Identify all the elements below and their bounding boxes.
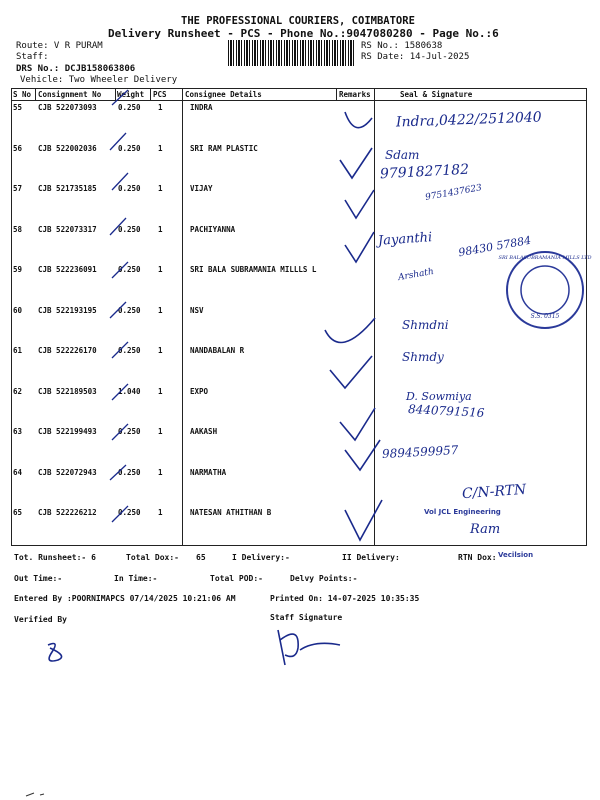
staff-signature-label: Staff Signature xyxy=(270,613,343,622)
company-title: THE PROFESSIONAL COURIERS, COIMBATORE xyxy=(181,15,415,27)
row-consignment-no: CJB 522236091 xyxy=(38,265,97,274)
table-row xyxy=(11,343,587,384)
table-top-border xyxy=(11,88,587,89)
row-weight: 1.040 xyxy=(118,386,141,396)
row-consignment-no: CJB 521735185 xyxy=(38,184,97,193)
row-sno: 65 xyxy=(13,508,23,517)
row-sno: 60 xyxy=(13,305,23,315)
runsheet-subtitle: Delivery Runsheet - PCS - Phone No.:9047080280 - Page No.:6 xyxy=(108,27,499,40)
col-divider xyxy=(336,88,337,100)
row-pcs: 1 xyxy=(158,508,163,517)
tot-runsheet: Tot. Runsheet:- 6 xyxy=(14,553,96,562)
total-dox-label: Total Dox:- xyxy=(126,553,179,562)
row-consignee: SRI RAM PLASTIC xyxy=(190,143,258,153)
row-weight: 0.250 xyxy=(118,265,141,274)
col-divider xyxy=(35,88,36,100)
row-consignment-no: CJB 522199493 xyxy=(38,427,97,436)
table-row xyxy=(11,384,587,425)
hw-row-62-name: D. Sowmiya xyxy=(406,390,472,403)
row-sno: 56 xyxy=(13,143,23,153)
row-sno: 63 xyxy=(13,427,23,436)
rtn-dox: RTN Dox: xyxy=(458,553,497,562)
hw-row-63: 9894599957 xyxy=(381,443,459,461)
hw-row-65-sign: Ram xyxy=(470,522,501,537)
row-pcs: 1 xyxy=(158,184,163,193)
hw-row-55: Indra,0422/2512040 xyxy=(395,109,542,131)
row-consignee: NATESAN ATHITHAN B xyxy=(190,508,272,517)
row-pcs: 1 xyxy=(158,143,163,153)
row-consignment-no: CJB 522073093 xyxy=(38,103,97,112)
row-sno: 55 xyxy=(13,103,23,112)
row-weight: 0.250 xyxy=(118,305,141,315)
col-divider xyxy=(150,88,151,100)
verified-by: Verified By xyxy=(14,615,67,624)
th-consignment: Consignment No xyxy=(38,90,102,99)
hw-row-65-stamp: Vol JCL Engineering xyxy=(424,508,501,516)
entered-by: Entered By :POORNIMAPCS 07/14/2025 10:21:06 AM xyxy=(14,594,236,603)
row-weight: 0.250 xyxy=(118,467,141,477)
th-pcs: PCS xyxy=(153,90,167,99)
in-time: In Time:- xyxy=(114,574,158,583)
stray-mark xyxy=(26,793,44,796)
stamp-text: SRI BALASUBRAMANIA MILLS LTD xyxy=(498,255,592,261)
stamp-mark: S.S. 0315 xyxy=(530,313,560,320)
rs-number: RS No.: 1580638 xyxy=(361,41,443,51)
hw-row-59: Arshath xyxy=(397,266,435,284)
barcode xyxy=(228,40,356,66)
hw-row-64: C/N-RTN xyxy=(461,481,527,503)
hw-row-58-name: Jayanthi xyxy=(377,230,433,249)
row-sno: 59 xyxy=(13,265,23,274)
row-consignment-no: CJB 522189503 xyxy=(38,386,97,396)
row-pcs: 1 xyxy=(158,346,163,355)
row-weight: 0.250 xyxy=(118,143,141,153)
row-consignee: NSV xyxy=(190,305,204,315)
total-pod: Total POD:- xyxy=(210,574,263,583)
hw-row-61: Shmdy xyxy=(402,350,444,364)
row-pcs: 1 xyxy=(158,467,163,477)
hw-row-62-phone: 8440791516 xyxy=(407,402,485,420)
row-weight: 0.250 xyxy=(118,346,141,355)
row-weight: 0.250 xyxy=(118,184,141,193)
row-pcs: 1 xyxy=(158,386,163,396)
row-consignment-no: CJB 522226170 xyxy=(38,346,97,355)
row-consignment-no: CJB 522193195 xyxy=(38,305,97,315)
row-consignee: NARMATHA xyxy=(190,467,227,477)
th-consignee: Consignee Details xyxy=(185,90,262,99)
verified-signature-mark xyxy=(48,644,62,661)
row-sno: 58 xyxy=(13,224,23,234)
table-row xyxy=(11,303,587,344)
printed-on: Printed On: 14-07-2025 10:35:35 xyxy=(270,594,420,603)
row-weight: 0.250 xyxy=(118,224,141,234)
row-pcs: 1 xyxy=(158,427,163,436)
table-row xyxy=(11,424,587,465)
hw-row-56-phone: 9791827182 xyxy=(379,161,470,183)
ii-delivery: II Delivery: xyxy=(342,553,400,562)
delvy-points: Delvy Points:- xyxy=(290,574,358,583)
row-consignment-no: CJB 522072943 xyxy=(38,467,97,477)
row-weight: 0.250 xyxy=(118,508,141,517)
row-sno: 57 xyxy=(13,184,23,193)
row-consignment-no: CJB 522226212 xyxy=(38,508,97,517)
staff-signature-mark xyxy=(278,630,340,665)
table-row xyxy=(11,262,587,303)
rtn-mark: Vecilsion xyxy=(498,551,534,559)
total-dox-value: 65 xyxy=(196,553,206,562)
i-delivery: I Delivery:- xyxy=(232,553,290,562)
th-weight: Weight xyxy=(117,90,145,99)
th-seal-signature: Seal & Signature xyxy=(400,90,473,99)
row-sno: 62 xyxy=(13,386,23,396)
out-time: Out Time:- xyxy=(14,574,63,583)
row-weight: 0.250 xyxy=(118,103,141,112)
hw-row-58-phone: 98430 57884 xyxy=(457,233,533,260)
row-consignment-no: CJB 522073317 xyxy=(38,224,97,234)
th-remarks: Remarks xyxy=(339,90,371,99)
row-sno: 61 xyxy=(13,346,23,355)
th-sno: S No xyxy=(13,90,32,99)
row-pcs: 1 xyxy=(158,265,163,274)
row-pcs: 1 xyxy=(158,305,163,315)
hw-row-56-name: Sdam xyxy=(385,148,420,162)
table-row xyxy=(11,141,587,182)
rs-date: RS Date: 14-Jul-2025 xyxy=(361,52,470,62)
row-pcs: 1 xyxy=(158,103,163,112)
staff-label: Staff: xyxy=(16,52,49,62)
hw-row-57: 9751437623 xyxy=(424,183,483,203)
hw-row-60: Shmdni xyxy=(402,318,449,332)
row-consignee: AAKASH xyxy=(190,427,218,436)
table-row xyxy=(11,181,587,222)
row-consignee: VIJAY xyxy=(190,184,213,193)
vehicle-label: Vehicle: Two Wheeler Delivery xyxy=(20,75,178,85)
col-divider xyxy=(115,88,116,100)
row-consignee: SRI BALA SUBRAMANIA MILLLS L xyxy=(190,265,317,274)
row-sno: 64 xyxy=(13,467,23,477)
row-weight: 0.250 xyxy=(118,427,141,436)
route-label: Route: V R PURAM xyxy=(16,41,103,51)
row-consignment-no: CJB 522002036 xyxy=(38,143,97,153)
row-consignee: PACHIYANNA xyxy=(190,224,236,234)
row-consignee: EXPO xyxy=(190,386,209,396)
row-consignee: INDRA xyxy=(190,103,213,112)
row-pcs: 1 xyxy=(158,224,163,234)
row-consignee: NANDABALAN R xyxy=(190,346,245,355)
drs-number: DRS No.: DCJB158063806 xyxy=(16,64,136,74)
